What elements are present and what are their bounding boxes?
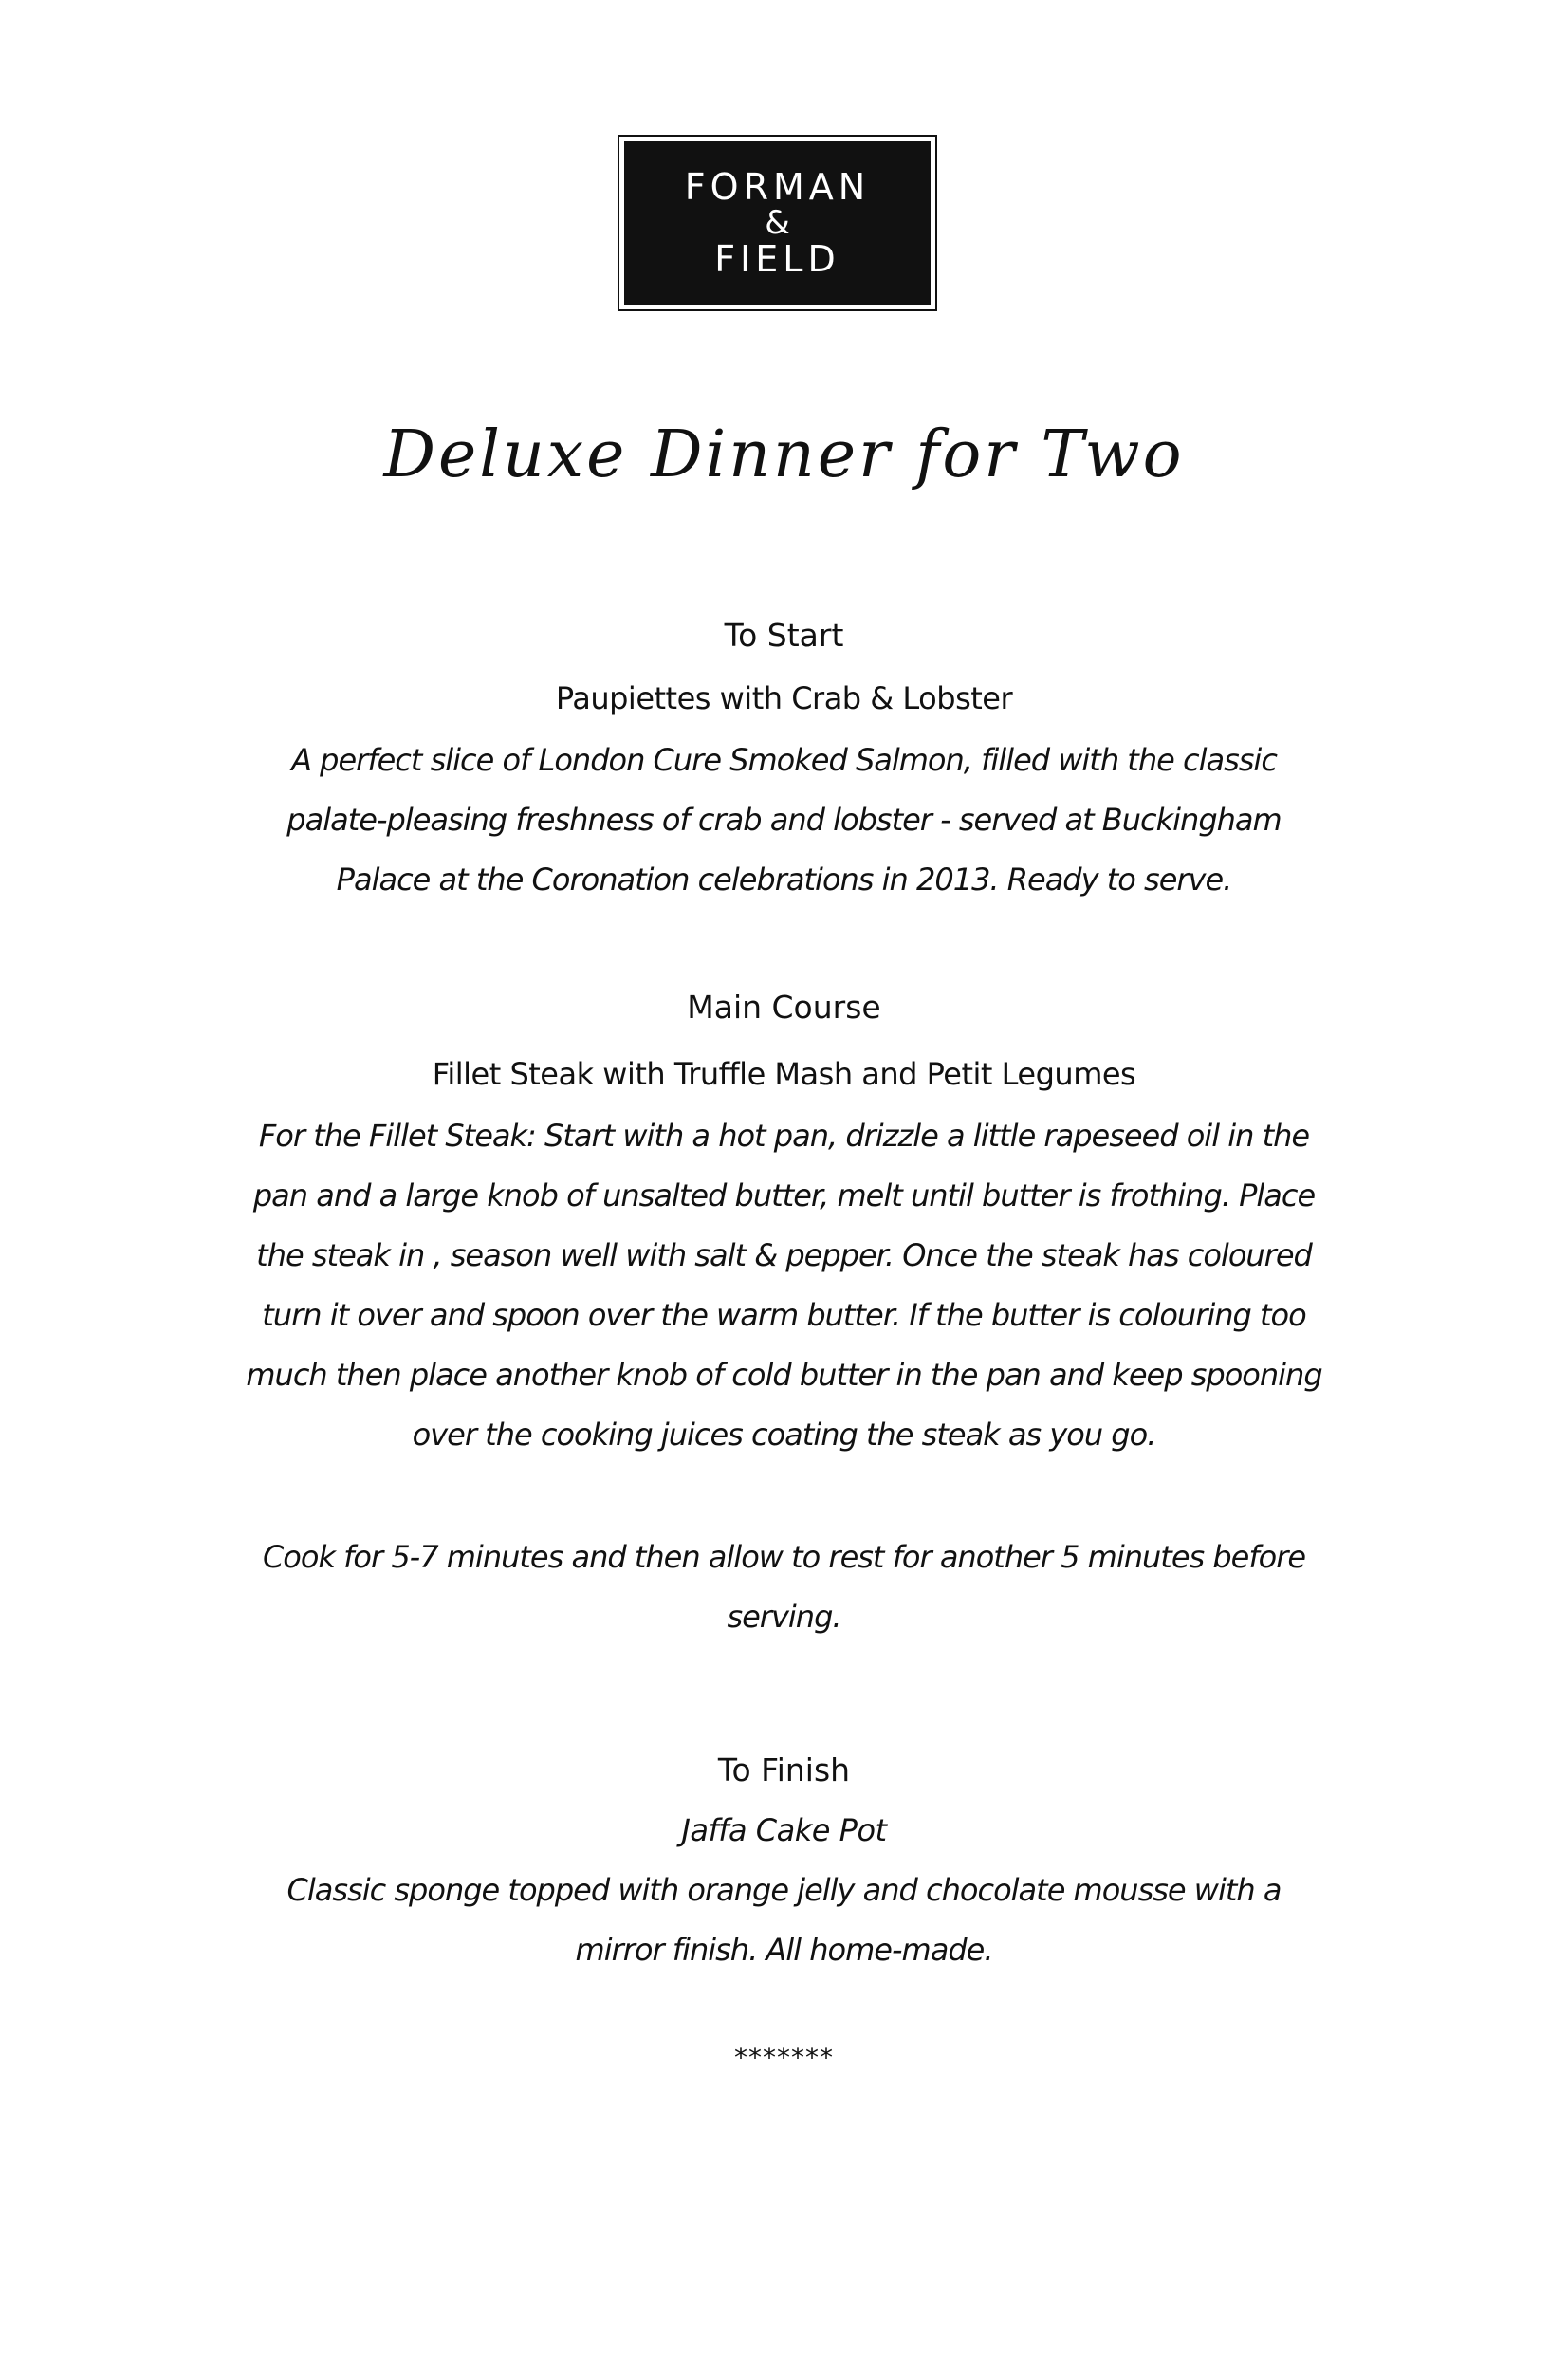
main-cooking-line: Cook for 5-7 minutes and then allow to rest for another 5 minutes before	[262, 1539, 1306, 1575]
main-description-line: turn it over and spoon over the warm butter. If the butter is colouring too	[262, 1297, 1306, 1333]
starter-description	[0, 731, 1568, 910]
main-heading: Main Course	[687, 989, 881, 1026]
starter-dish: Paupiettes with Crab & Lobster	[555, 680, 1013, 716]
dessert-description-line: mirror finish. All home-made.	[575, 1932, 993, 1968]
dessert-dish: Jaffa Cake Pot	[681, 1812, 887, 1848]
menu-title: Deluxe Dinner for Two	[383, 417, 1185, 492]
main-description-line: the steak in , season well with salt & pepper. Once the steak has coloured	[256, 1237, 1312, 1273]
dessert-description	[0, 1861, 1568, 1980]
logo-ampersand: &	[765, 204, 790, 242]
logo-line-1: FORMAN	[684, 166, 871, 208]
dessert-heading: To Finish	[717, 1751, 851, 1788]
main-cooking-instructions	[0, 1528, 1568, 1647]
starter-description-line: A perfect slice of London Cure Smoked Salmon, filled with the classic	[291, 742, 1277, 778]
main-description-line: much then place another knob of cold butter in the pan and keep spooning	[246, 1357, 1322, 1393]
brand-logo	[618, 135, 937, 311]
logo-plate	[624, 141, 931, 305]
main-section	[0, 987, 1568, 1647]
main-dish: Fillet Steak with Truffle Mash and Petit Legumes	[432, 1056, 1136, 1092]
logo-line-3: FIELD	[714, 238, 840, 280]
main-cooking-line: serving.	[727, 1599, 841, 1635]
dessert-description-line: Classic sponge topped with orange jelly and chocolate mousse with a	[286, 1872, 1282, 1908]
separator-stars: *******	[734, 2042, 834, 2073]
main-description	[0, 1106, 1568, 1465]
main-description-line: over the cooking juices coating the steak as you go.	[412, 1417, 1156, 1453]
starter-heading: To Start	[724, 617, 844, 654]
starter-description-line: Palace at the Coronation celebrations in 2013. Ready to serve.	[336, 862, 1232, 898]
main-description-line: For the Fillet Steak: Start with a hot pan, drizzle a little rapeseed oil in the	[258, 1118, 1310, 1154]
starter-section	[0, 615, 1568, 910]
starter-description-line: palate-pleasing freshness of crab and lobster - served at Buckingham	[286, 802, 1282, 838]
main-description-line: pan and a large knob of unsalted butter, melt until butter is frothing. Place	[252, 1177, 1316, 1214]
dessert-section	[0, 1750, 1568, 1980]
